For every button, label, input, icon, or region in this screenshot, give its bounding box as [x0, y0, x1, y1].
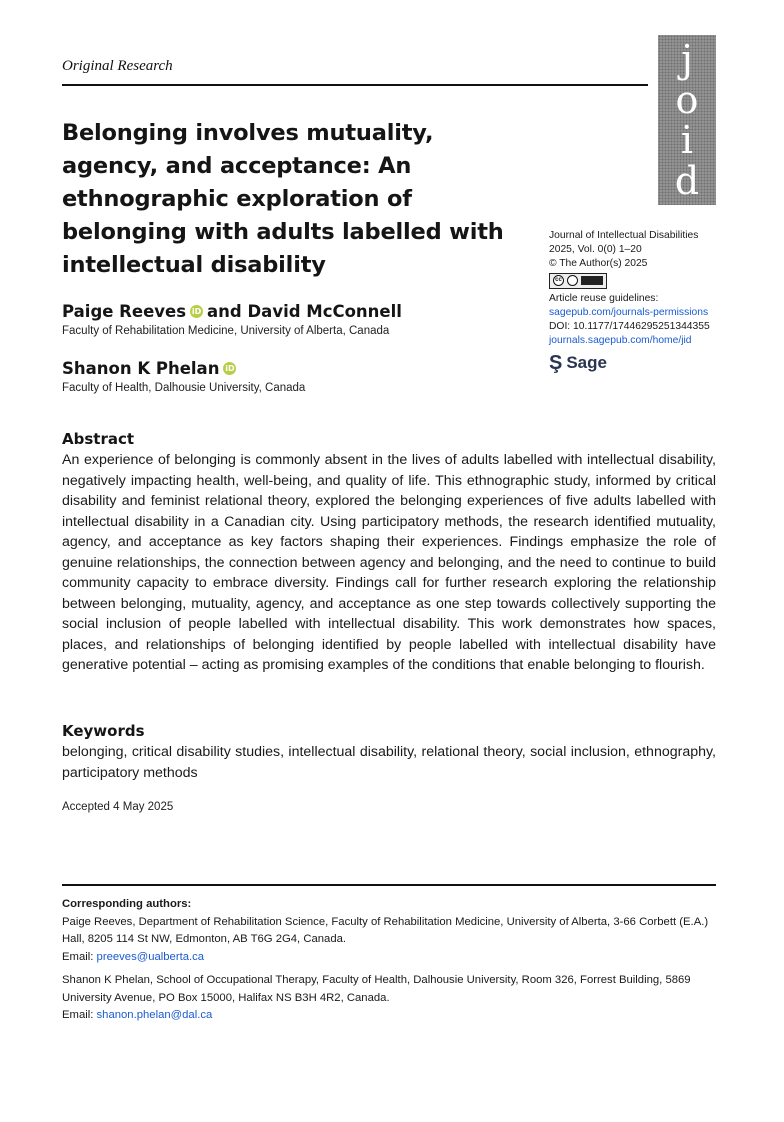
top-rule	[62, 84, 648, 86]
logo-letter-i: i	[680, 118, 694, 163]
sage-s-icon: Ş	[549, 352, 563, 375]
journal-info	[549, 229, 739, 375]
author-mcconnell: and David McConnell	[207, 302, 402, 321]
reuse-label: Article reuse guidelines:	[549, 292, 659, 304]
keywords-heading: Keywords	[62, 722, 145, 740]
journal-name: Journal of Intellectual Disabilities	[549, 230, 699, 241]
author-line-2	[62, 359, 542, 378]
journal-logo	[658, 35, 716, 205]
author-reeves: Paige Reeves	[62, 302, 187, 321]
doi: DOI: 10.1177/17446295251344355	[549, 321, 710, 333]
keywords-text: belonging, critical disability studies, intellectual disability, relational theory, social inclusion, ethnography, participatory methods	[62, 744, 716, 781]
corresponding-heading: Corresponding authors:	[62, 898, 192, 910]
corresponding-author-1: Paige Reeves, Department of Rehabilitation Science, Faculty of Rehabilitation Medicine, University of Alberta, 3-66 Corbett (E.A.) Hall, 8205 114 St NW, Edmonton, AB T6G 2G4, Canada.	[62, 915, 709, 945]
author-line-1	[62, 302, 542, 321]
cc-label: cc	[553, 275, 564, 286]
keywords-section	[62, 722, 716, 783]
email-label: Email:	[62, 950, 97, 963]
logo-letter-j: j	[681, 37, 693, 82]
creative-commons-icon	[549, 273, 607, 289]
abstract-section	[62, 430, 716, 676]
logo-letter-o: o	[675, 77, 699, 122]
abstract-heading: Abstract	[62, 430, 135, 448]
logo-letter-d: d	[674, 158, 700, 203]
authors	[62, 302, 542, 394]
email-link-1[interactable]: preeves@ualberta.ca	[96, 950, 205, 963]
journal-copyright: © The Author(s) 2025	[549, 258, 648, 270]
affiliation-2: Faculty of Health, Dalhousie University, Canada	[62, 382, 306, 394]
bottom-rule	[62, 884, 716, 886]
author-phelan: Shanon K Phelan	[62, 359, 220, 378]
corresponding-authors	[62, 896, 722, 1025]
article-title: Belonging involves mutuality, agency, and acceptance: An ethnographic exploration of belonging with adults labelled with intellectual disability	[62, 120, 504, 278]
publisher-name: Sage	[566, 353, 607, 373]
sage-logo	[549, 352, 739, 375]
journal-link[interactable]: journals.sagepub.com/home/jid	[549, 335, 692, 347]
email-line-1	[62, 949, 722, 967]
accepted-date: Accepted 4 May 2025	[62, 801, 174, 813]
email-link-2[interactable]: shanon.phelan@dal.ca	[96, 1009, 213, 1021]
email-label: Email:	[62, 1009, 97, 1021]
cc-bar-icon	[581, 276, 603, 285]
cc-by-icon	[567, 275, 578, 286]
orcid-icon[interactable]: iD	[225, 364, 235, 373]
affiliation-1: Faculty of Rehabilitation Medicine, University of Alberta, Canada	[62, 325, 390, 337]
corresponding-author-2: Shanon K Phelan, School of Occupational Therapy, Faculty of Health, Dalhousie University, Room 326, Forrest Building, 5869 University Avenue, PO Box 15000, Halifax NS B3H 4R2, Canada.	[62, 974, 691, 1004]
journal-volume: 2025, Vol. 0(0) 1–20	[549, 244, 642, 256]
reuse-link[interactable]: sagepub.com/journals-permissions	[549, 306, 709, 318]
email-line-2	[62, 1007, 722, 1025]
abstract-text: An experience of belonging is commonly absent in the lives of adults labelled with intellectual disability, negatively impacting health, well-being, and quality of life. This ethnographic study, informed by critical disability and feminist relational theory, explored the belonging experiences of five adults labelled with intellectual disability in a Canadian city. Using participatory methods, the research identified mutuality, agency, and acceptance as key factors shaping their experiences. Findings emphasize the role of genuine relationships, the connection between agency and belonging, and the need to continue to build community capacity to embrace diversity. Findings call for further research exploring the relationship between belonging, mutuality, agency, and acceptance as one step towards collectively supporting the social inclusion of people labelled with intellectual disability. This work demonstrates how spaces, places, and relationships of belonging identified by people labelled with intellectual disability have generative potential – acting as promising examples of the conditions that enable belonging to flourish.	[62, 452, 716, 673]
orcid-icon[interactable]: iD	[191, 307, 202, 316]
section-label: Original Research	[62, 58, 173, 74]
